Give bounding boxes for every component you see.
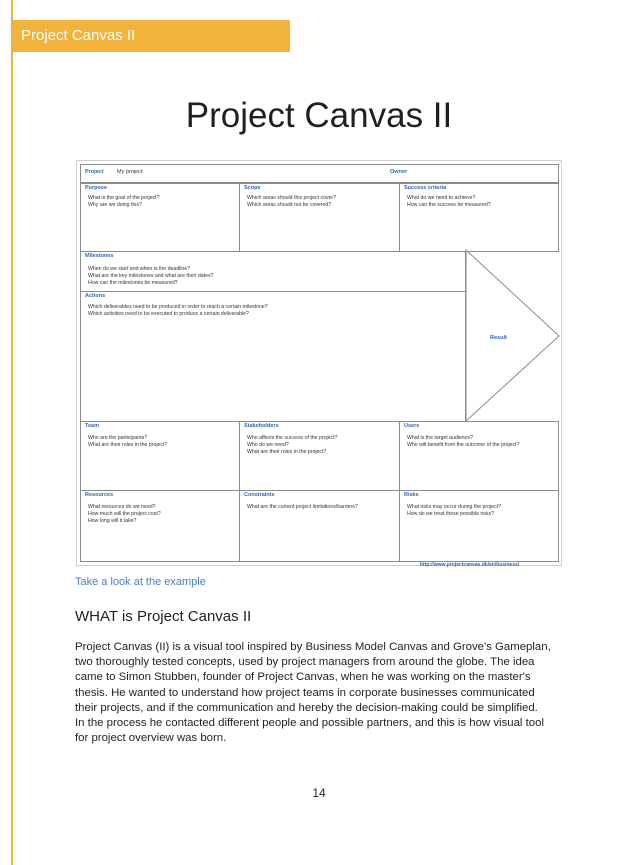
- paragraph-line: Project Canvas (II) is a visual tool inspired by Business Model Canvas and Grove's Gameplan,: [75, 641, 551, 653]
- owner-label: Owner: [390, 169, 408, 175]
- team-line: Who are the participants?: [88, 435, 148, 441]
- milestones-title: Milestones: [85, 253, 114, 259]
- project-row: [80, 164, 559, 183]
- actions-line: Which deliverables need to be produced in order to reach a certain milestone?: [88, 304, 268, 310]
- resources-section: [80, 490, 240, 562]
- stakeholders-title: Stakeholders: [244, 423, 279, 429]
- purpose-title: Purpose: [85, 185, 108, 191]
- success-criteria-title: Success criteria: [404, 185, 447, 191]
- resources-title: Resources: [85, 492, 114, 498]
- page-title: Project Canvas II: [185, 96, 453, 135]
- paragraph-line: two thoroughly tested concepts, used by project managers from around the globe. The idea: [75, 656, 535, 669]
- section-heading: WHAT is Project Canvas II: [75, 608, 252, 625]
- users-line: Who will benefit from the outcome of the project?: [407, 442, 520, 448]
- constraints-title: Constraints: [244, 492, 275, 498]
- risks-line: How do we treat these possible risks?: [407, 511, 495, 517]
- constraints-line: What are the current project limitations/barriers?: [247, 504, 358, 510]
- body-paragraph: [75, 640, 570, 746]
- paragraph-line: In the process he contacted different people and possible partners, and this is how visual tool: [75, 717, 544, 730]
- actions-section: [80, 291, 466, 422]
- milestones-section: [80, 251, 466, 292]
- resources-line: How long will it take?: [88, 518, 137, 524]
- purpose-section: [80, 183, 240, 252]
- scope-section: [239, 183, 400, 252]
- team-title: Team: [85, 423, 99, 429]
- project-canvas-figure: [76, 160, 562, 566]
- constraints-section: [239, 490, 400, 562]
- actions-title: Actions: [85, 293, 106, 299]
- purpose-line: Why are we doing this?: [88, 202, 142, 208]
- users-title: Users: [404, 423, 420, 429]
- users-line: What is the target audience?: [407, 435, 474, 441]
- users-section: [399, 421, 559, 491]
- scope-line: Which areas should not be covered?: [247, 202, 332, 208]
- header-band-label: Project Canvas II: [21, 27, 136, 44]
- success-criteria-line: How can the success be measured?: [407, 202, 491, 208]
- team-section: [80, 421, 240, 491]
- milestones-line: How can the milestones be measured?: [88, 280, 178, 286]
- success-criteria-section: [399, 183, 559, 252]
- paragraph-line: for project overview was born.: [75, 732, 227, 745]
- team-line: What are their roles in the project?: [88, 442, 168, 448]
- resources-line: How much will the project cost?: [88, 511, 161, 517]
- milestones-line: What are the key milestones and what are their dates?: [88, 273, 214, 279]
- result-label: Result: [490, 335, 507, 341]
- milestones-line: When do we start and when is the deadline?: [88, 266, 191, 272]
- figure-source-url: http://www.projectcanvas.dk/en/business/: [420, 562, 520, 568]
- project-label: Project: [85, 169, 104, 175]
- result-arrow-shape: [465, 249, 561, 423]
- resources-line: What resources do we need?: [88, 504, 156, 510]
- example-link[interactable]: Take a look at the example: [75, 576, 206, 588]
- stakeholders-section: [239, 421, 400, 491]
- risks-line: What risks may occur during the project?: [407, 504, 501, 510]
- success-criteria-line: What do we need to achieve?: [407, 195, 476, 201]
- purpose-line: What is the goal of the project?: [88, 195, 160, 201]
- paragraph-line: came to Simon Stubben, founder of Project Canvas, when he was working on the master's: [75, 671, 531, 684]
- scope-title: Scope: [244, 185, 261, 191]
- actions-line: Which activities need to be executed to produce a certain deliverable?: [88, 311, 249, 317]
- paragraph-line: their projects, and if the communication and hereby the decision-making could be simplified.: [75, 701, 538, 714]
- header-band: [11, 20, 290, 52]
- stakeholders-line: What are their roles in the project?: [247, 449, 327, 455]
- scope-line: Which areas should this project cover?: [247, 195, 337, 201]
- project-value: My project: [117, 169, 143, 175]
- paragraph-line: thesis. He wanted to understand how project teams in corporate businesses communicated: [75, 686, 535, 699]
- page-number: 14: [312, 786, 326, 800]
- stakeholders-line: Who do we need?: [247, 442, 289, 448]
- risks-section: [399, 490, 559, 562]
- risks-title: Risks: [404, 492, 419, 498]
- stakeholders-line: Who affects the success of the project?: [247, 435, 338, 441]
